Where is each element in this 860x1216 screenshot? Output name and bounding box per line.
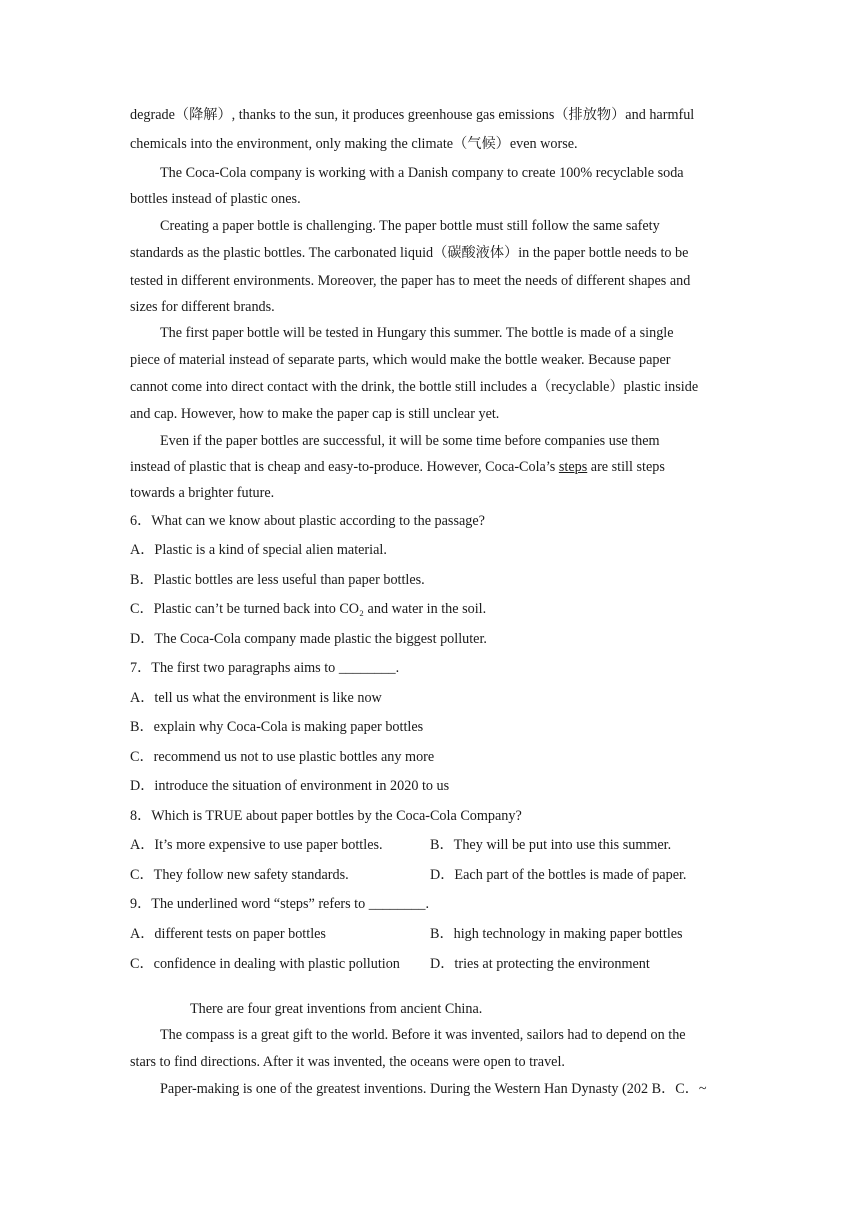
passage-line: Paper-making is one of the greatest inventions. During the Western Han Dynasty (202 B．C．~	[160, 1081, 707, 1097]
passage-line: bottles instead of plastic ones.	[130, 191, 301, 207]
question-stem: 6．What can we know about plastic according to the passage?	[130, 513, 485, 529]
answer-option: C．recommend us not to use plastic bottles any more	[130, 749, 435, 765]
answer-option: B．Plastic bottles are less useful than paper bottles.	[130, 572, 425, 588]
passage-line: chemicals into the environment, only making the climate（气候）even worse.	[130, 136, 578, 152]
passage-line: Even if the paper bottles are successful, it will be some time before companies use them	[160, 433, 660, 449]
answer-option: C．Plastic can’t be turned back into CO₂ and water in the soil.	[130, 601, 487, 617]
answer-option: A．It’s more expensive to use paper bottles.	[130, 837, 383, 853]
passage-title: There are four great inventions from ancient China.	[190, 1001, 483, 1017]
passage-line: piece of material instead of separate parts, which would make the bottle weaker. Because paper	[130, 352, 671, 368]
answer-option: D．Each part of the bottles is made of paper.	[430, 867, 687, 883]
question-stem: 7．The first two paragraphs aims to ________.	[130, 660, 400, 676]
passage-line: tested in different environments. Moreover, the paper has to meet the needs of different shapes and	[130, 273, 691, 289]
passage-line: and cap. However, how to make the paper cap is still unclear yet.	[130, 406, 500, 422]
underlined-word-steps: steps	[558, 459, 588, 475]
passage-text: instead of plastic that is cheap and easy-to-produce. However, Coca-Cola’s	[130, 459, 559, 475]
passage-line: towards a brighter future.	[130, 485, 275, 501]
answer-option: B．They will be put into use this summer.	[430, 837, 672, 853]
answer-option: B．explain why Coca-Cola is making paper bottles	[130, 719, 424, 735]
answer-option: A．Plastic is a kind of special alien material.	[130, 542, 387, 558]
answer-option: A．tell us what the environment is like now	[130, 690, 382, 706]
passage-line	[130, 458, 665, 476]
question-stem: 8．Which is TRUE about paper bottles by the Coca-Cola Company?	[130, 808, 522, 824]
passage-line: sizes for different brands.	[130, 299, 275, 315]
passage-line: cannot come into direct contact with the drink, the bottle still includes a（recyclable）plastic inside	[130, 379, 699, 395]
passage-line: The first paper bottle will be tested in Hungary this summer. The bottle is made of a single	[160, 325, 674, 341]
passage-line: degrade（降解）, thanks to the sun, it produces greenhouse gas emissions（排放物）and harmful	[130, 107, 695, 123]
question-stem: 9．The underlined word “steps” refers to ________.	[130, 896, 430, 912]
answer-option: D．introduce the situation of environment in 2020 to us	[130, 778, 450, 794]
passage-line: The Coca-Cola company is working with a Danish company to create 100% recyclable soda	[160, 165, 684, 181]
answer-option: C．confidence in dealing with plastic pollution	[130, 956, 400, 972]
passage-line: stars to find directions. After it was invented, the oceans were open to travel.	[130, 1054, 565, 1070]
answer-option: D．The Coca-Cola company made plastic the biggest polluter.	[130, 631, 487, 647]
passage-line: standards as the plastic bottles. The carbonated liquid（碳酸液体）in the paper bottle needs to be	[130, 245, 689, 261]
answer-option: D．tries at protecting the environment	[430, 956, 650, 972]
passage-line: Creating a paper bottle is challenging. The paper bottle must still follow the same safety	[160, 218, 660, 234]
passage-text: are still steps	[587, 459, 665, 475]
passage-line: The compass is a great gift to the world. Before it was invented, sailors had to depend on the	[160, 1027, 686, 1043]
answer-option: C．They follow new safety standards.	[130, 867, 349, 883]
answer-option: B．high technology in making paper bottles	[430, 926, 683, 942]
answer-option: A．different tests on paper bottles	[130, 926, 326, 942]
